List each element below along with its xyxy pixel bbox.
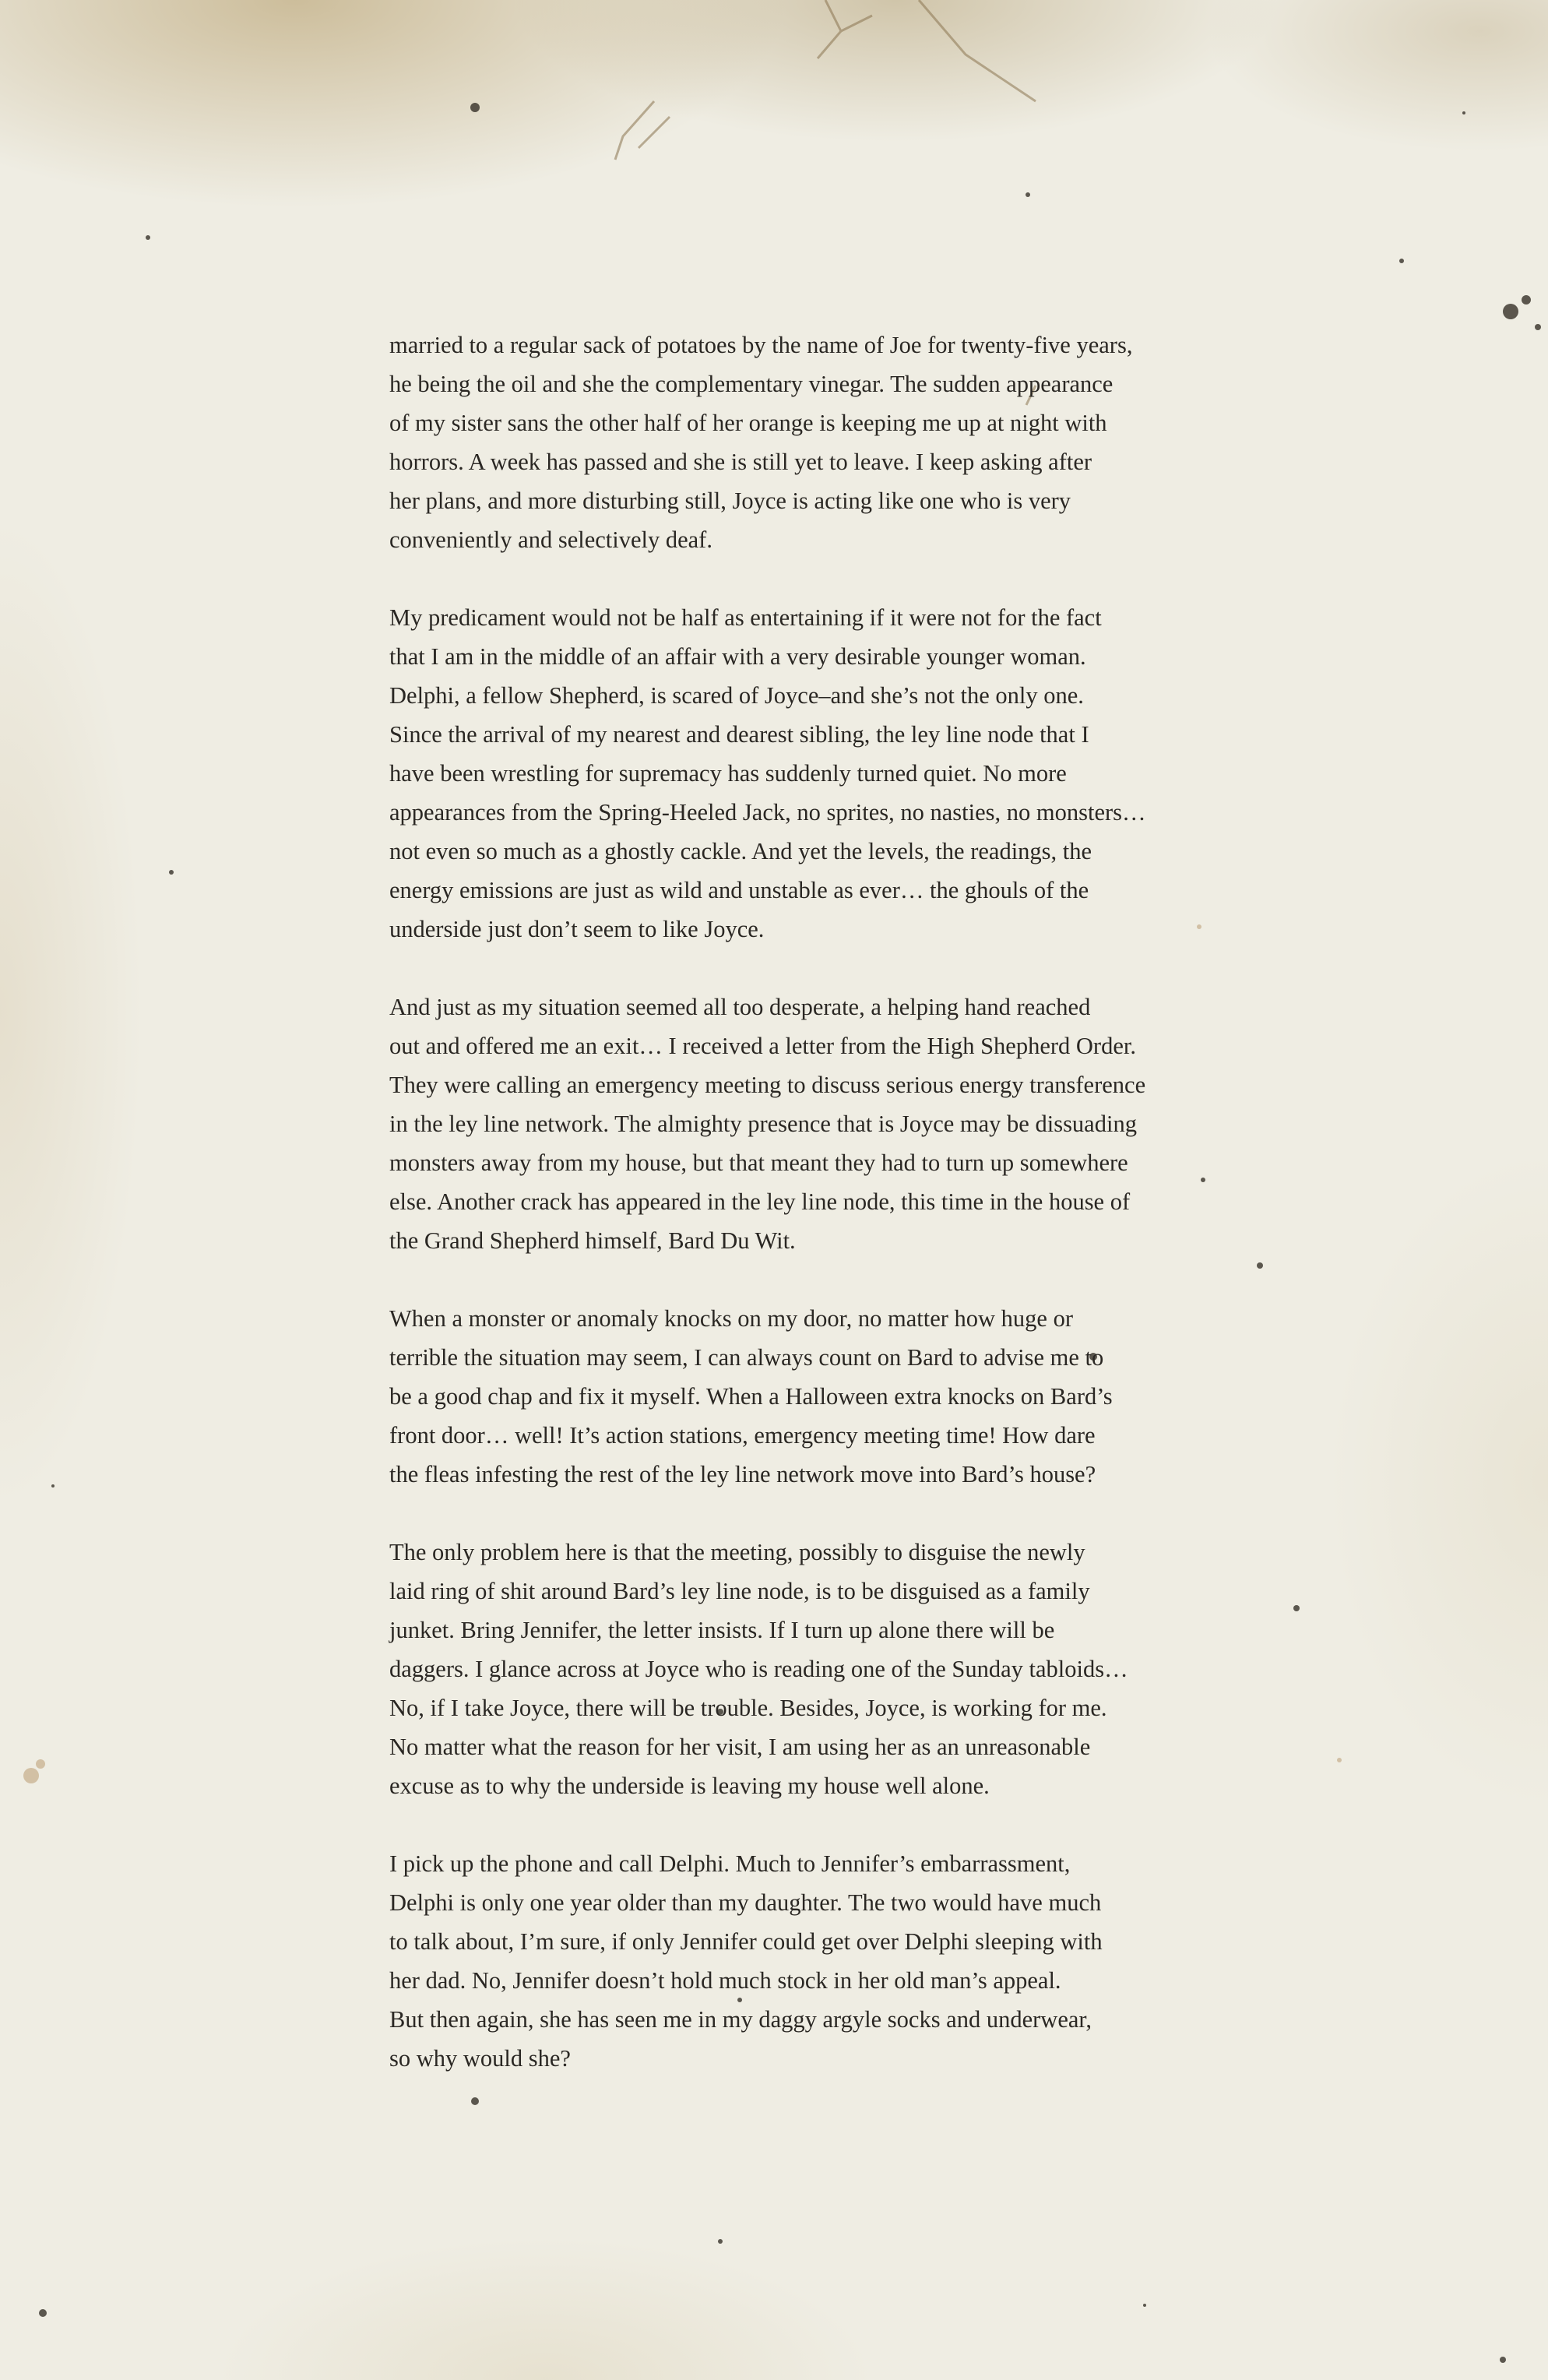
- paragraph-3: [389, 988, 1261, 1260]
- text-line: The only problem here is that the meeting, possibly to disguise the newly: [389, 1539, 1085, 1565]
- text-line: be a good chap and fix it myself. When a Halloween extra knocks on Bard’s: [389, 1383, 1113, 1410]
- text-line: front door… well! It’s action stations, emergency meeting time! How dare: [389, 1422, 1096, 1449]
- text-line: daggers. I glance across at Joyce who is reading one of the Sunday tabloids…: [389, 1656, 1128, 1682]
- text-line: in the ley line network. The almighty presence that is Joyce may be dissuading: [389, 1111, 1137, 1137]
- text-line: No matter what the reason for her visit, I am using her as an unreasonable: [389, 1734, 1091, 1760]
- text-line: They were calling an emergency meeting to discuss serious energy transference: [389, 1072, 1146, 1098]
- text-line: My predicament would not be half as entertaining if it were not for the fact: [389, 604, 1102, 631]
- text-line: to talk about, I’m sure, if only Jennifer could get over Delphi sleeping with: [389, 1928, 1103, 1955]
- text-line: When a monster or anomaly knocks on my door, no matter how huge or: [389, 1305, 1073, 1332]
- text-line: junket. Bring Jennifer, the letter insists. If I turn up alone there will be: [389, 1617, 1055, 1643]
- text-line: out and offered me an exit… I received a letter from the High Shepherd Order.: [389, 1033, 1136, 1059]
- text-line: But then again, she has seen me in my daggy argyle socks and underwear,: [389, 2006, 1092, 2033]
- text-line: the Grand Shepherd himself, Bard Du Wit.: [389, 1227, 796, 1254]
- text-line: And just as my situation seemed all too desperate, a helping hand reached: [389, 994, 1091, 1020]
- text-line: Since the arrival of my nearest and dearest sibling, the ley line node that I: [389, 721, 1089, 748]
- paragraph-4: [389, 1299, 1261, 1494]
- text-line: energy emissions are just as wild and unstable as ever… the ghouls of the: [389, 877, 1089, 903]
- text-line: monsters away from my house, but that meant they had to turn up somewhere: [389, 1150, 1128, 1176]
- text-line: Delphi is only one year older than my daughter. The two would have much: [389, 1889, 1102, 1916]
- text-line: excuse as to why the underside is leaving my house well alone.: [389, 1773, 990, 1799]
- text-line: that I am in the middle of an affair with a very desirable younger woman.: [389, 643, 1086, 670]
- text-line: married to a regular sack of potatoes by the name of Joe for twenty-five years,: [389, 332, 1133, 358]
- text-line: else. Another crack has appeared in the ley line node, this time in the house of: [389, 1188, 1131, 1215]
- text-line: he being the oil and she the complementary vinegar. The sudden appearance: [389, 371, 1114, 397]
- text-line: Delphi, a fellow Shepherd, is scared of Joyce–and she’s not the only one.: [389, 682, 1084, 709]
- text-line: underside just don’t seem to like Joyce.: [389, 916, 765, 942]
- text-line: laid ring of shit around Bard’s ley line node, is to be disguised as a family: [389, 1578, 1090, 1604]
- text-line: her plans, and more disturbing still, Joyce is acting like one who is very: [389, 488, 1071, 514]
- text-line: not even so much as a ghostly cackle. And yet the levels, the readings, the: [389, 838, 1092, 864]
- text-line: No, if I take Joyce, there will be trouble. Besides, Joyce, is working for me.: [389, 1695, 1107, 1721]
- text-line: terrible the situation may seem, I can always count on Bard to advise me to: [389, 1344, 1104, 1371]
- text-line: horrors. A week has passed and she is still yet to leave. I keep asking after: [389, 449, 1092, 475]
- paragraph-1: [389, 326, 1261, 559]
- text-line: of my sister sans the other half of her orange is keeping me up at night with: [389, 410, 1107, 436]
- text-line: so why would she?: [389, 2045, 571, 2072]
- text-line: have been wrestling for supremacy has suddenly turned quiet. No more: [389, 760, 1067, 787]
- text-line: her dad. No, Jennifer doesn’t hold much stock in her old man’s appeal.: [389, 1967, 1061, 1994]
- text-line: appearances from the Spring-Heeled Jack, no sprites, no nasties, no monsters…: [389, 799, 1146, 826]
- text-line: I pick up the phone and call Delphi. Much to Jennifer’s embarrassment,: [389, 1850, 1071, 1877]
- paragraph-2: [389, 598, 1261, 949]
- paragraph-6: [389, 1844, 1261, 2078]
- paragraph-5: [389, 1533, 1261, 1805]
- text-line: conveniently and selectively deaf.: [389, 526, 712, 553]
- body-text: [389, 326, 1261, 2117]
- text-line: the fleas infesting the rest of the ley line network move into Bard’s house?: [389, 1461, 1096, 1488]
